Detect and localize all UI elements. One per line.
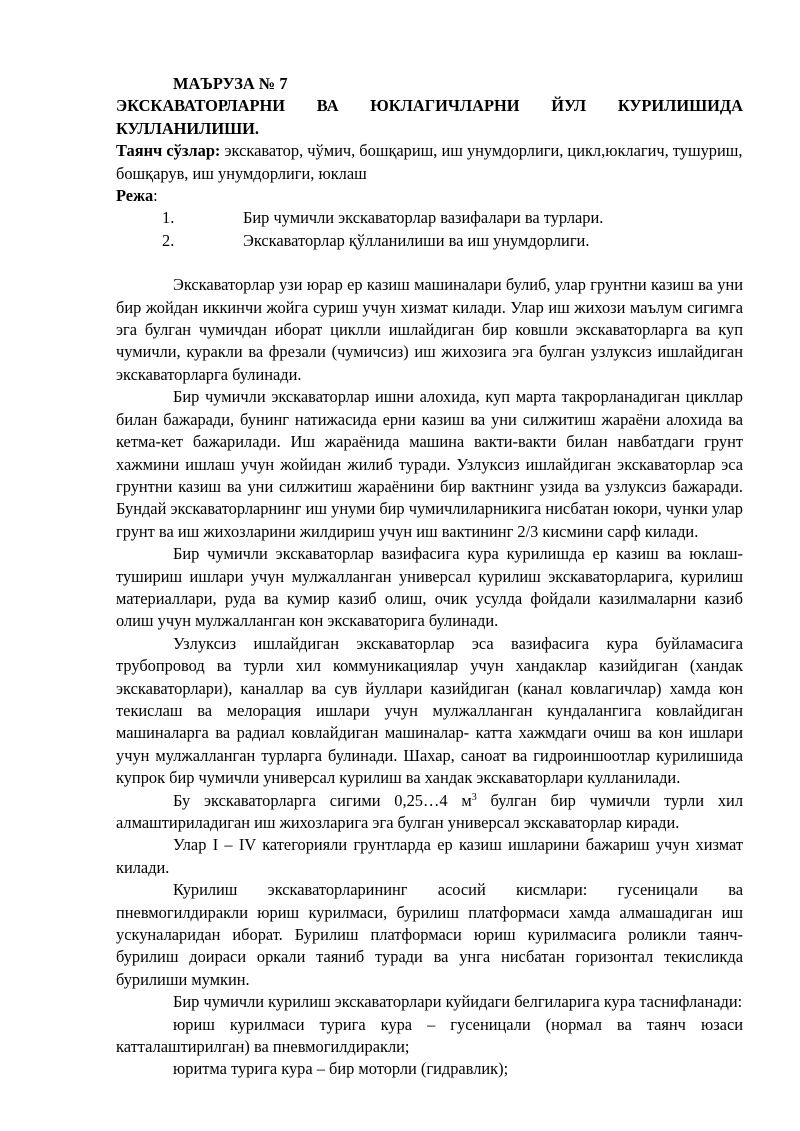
lecture-subtitle-continued: КУЛЛАНИЛИШИ. [116,118,259,138]
plan-list [116,207,743,252]
paragraph: юриш курилмаси турига кура – гусеницали (нормал ва таянч юзаси катталаштирилган) ва пневмогилдиракли; [116,1014,743,1057]
paragraph: Бир чумичли экскаваторлар вазифасига кура курилишда ер казиш ва юклаш-тушириш ишлари учун мулжалланган универсал курилиш экскаваторларига, курилиш материаллари, руда ва кумир казиб олиш, очик усулда фойдали казилмаларни казиб олиш учун мулжалланган кон экскаваторига булинади. [116,544,743,631]
keywords-text: экскаватор, чўмич, бошқариш, иш унумдорлиги, цикл,юклагич, тушуриш, бошқарув, иш унумдорлиги, юклаш [116,141,743,183]
plan-item-text: Бир чумичли экскаваторлар вазифалари ва турлари. [243,208,604,228]
paragraph-text: булган бир чумичли турли хил алмаштириладиган иш жихозларига эга булган универсал экскаваторлар киради. [116,790,743,832]
list-item [116,230,743,252]
paragraph: Экскаваторлар узи юрар ер казиш машиналари булиб, улар грунтни казиш ва уни бир жойдан иккинчи жойга суриш учун хизмат килади. Улар иш жихози маълум сигимга эга булган чумичдан иборат циклли ишлайдиган бир ковшли экскаваторларга ва куп чумичли, куракли ва фрезали (чумичсиз) иш жихозига эга булган узлуксиз ишлайдиган экскаваторларга булинади. [116,275,743,384]
lecture-title: МАЪРУЗА № 7 [173,74,288,93]
document-page [116,73,743,1081]
paragraph [116,790,743,835]
lecture-subtitle: ЭКСКАВАТОРЛАРНИ ВА ЮКЛАГИЧЛАРНИ ЙУЛ КУРИЛИШИДА [116,96,743,116]
keywords-label: Таянч сўзлар: [116,141,221,161]
lecture-body [116,274,743,1081]
plan-colon: : [153,186,158,206]
plan-item-number: 1. [162,208,175,228]
superscript: 3 [471,791,477,803]
plan-heading [116,185,743,207]
plan-item-text: Экскаваторлар қўлланилиши ва иш унумдорлиги. [243,230,590,250]
paragraph: Бир чумичли курилиш экскаваторлари куйидаги белгиларига кура таснифланади: [173,992,743,1012]
paragraph: юритма турига кура – бир моторли (гидравлик); [173,1059,509,1079]
paragraph: Узлуксиз ишлайдиган экскаваторлар эса вазифасига кура буйламасига трубопровод ва турли хил коммуникациялар учун хандаклар казийдиган (хандак экскаваторлари), каналлар ва сув йуллари казийдиган (канал ковлагичлар) хамда кон текислаш ва мелорация ишлари учун мулжалланган кундалангига ковлайдиган машиналарга ва радиал ковлайдиган машиналар- катта хажмдаги очиш ва кон ишлари учун мулжалланган турларга булинади. Шахар, саноат ва гидроиншоотлар курилишида купрок бир чумичли универсал курилиш ва хандак экскаваторлари кулланилади. [116,633,743,788]
list-item [116,207,743,229]
paragraph-text: Бу экскаваторларга сигими 0,25…4 м [173,790,472,810]
plan-item-number: 2. [162,230,175,250]
plan-label: Режа [116,186,154,206]
paragraph: Бир чумичли экскаваторлар ишни алохида, куп марта такрорланадиган цикллар билан бажаради, бунинг натижасида ерни казиш ва уни силжитиш жараёни алохида ва кетма-кет бажарилади. Иш жараёнида машина вакти-вакти билан навбатдаги грунт хажмини ишлаш учун жойидан жилиб туради. Узлуксиз ишлайдиган экскаваторлар эса грунтни казиш ва уни силжитиш жараёнини бир вактнинг узида ва узлуксиз бажаради. Бундай экскаваторларнинг иш унуми бир чумичлиларникига нисбатан юкори, чунки улар грунт ва иш жихозларини жилдириш учун иш вактининг 2/3 кисмини сарф килади. [116,387,743,541]
paragraph: Курилиш экскаваторларининг асосий кисмлари: гусеницали ва пневмогилдиракли юриш курилмаси, бурилиш платформаси хамда алмашадиган иш ускуналаридан иборат. Бурилиш платформаси юриш курилмасига роликли таянч-бурилиш доираси оркали таяниб туради ва унга нисбатан горизонтал текисликда бурилиши мумкин. [116,880,743,989]
paragraph: Улар I – IV категорияли грунтларда ер казиш ишларини бажариш учун хизмат килади. [116,835,743,877]
keywords [116,140,743,185]
